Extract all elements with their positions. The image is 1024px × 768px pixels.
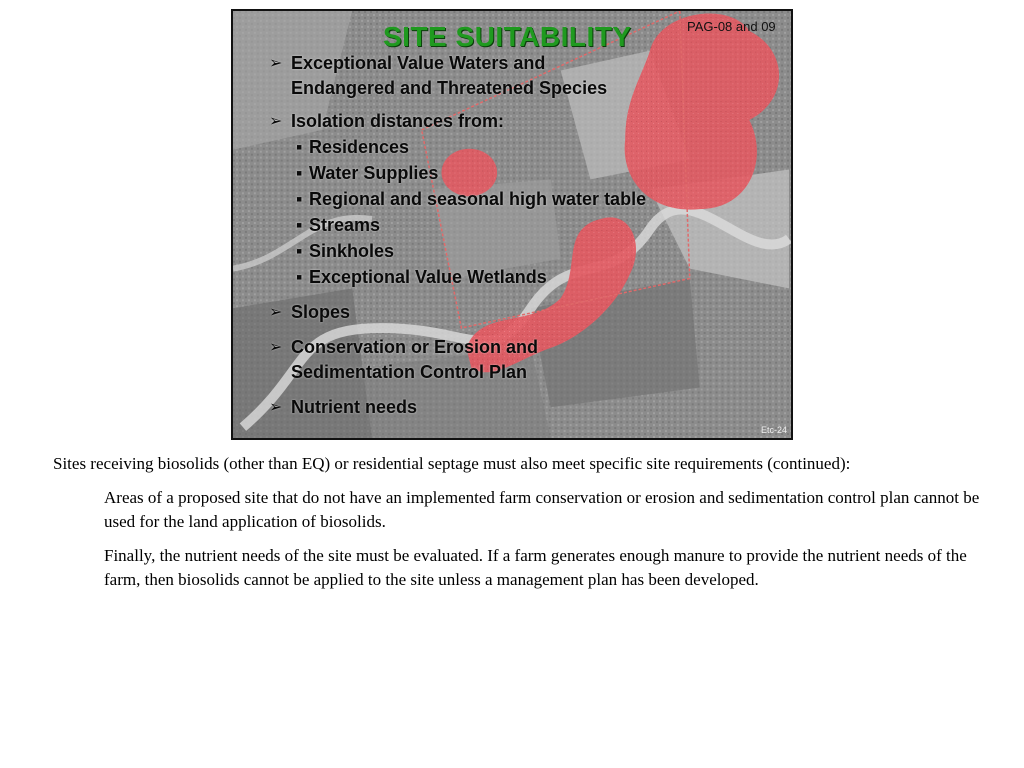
site-suitability-figure — [231, 9, 793, 440]
bullet-exceptional-value-waters — [269, 51, 789, 101]
square-bullet-icon: ▪ — [296, 241, 303, 261]
bullet-nutrient-needs — [269, 395, 789, 420]
bullet-text: Endangered and Threatened Species — [291, 78, 608, 98]
bullet-text: Slopes — [291, 302, 351, 322]
bullet-isolation-distances — [269, 109, 789, 134]
figure-bullet-list — [269, 51, 789, 420]
sub-bullet-water-supplies — [269, 160, 789, 186]
square-bullet-icon: ▪ — [296, 215, 303, 235]
arrow-bullet-icon: ➢ — [269, 304, 283, 321]
sub-bullet-text: Sinkholes — [309, 241, 395, 261]
square-bullet-icon: ▪ — [296, 163, 303, 183]
sub-bullet-text: Streams — [309, 215, 381, 235]
sub-bullet-text: Water Supplies — [309, 163, 439, 183]
bullet-text: Exceptional Value Waters and — [291, 53, 546, 73]
figure-code: PAG-08 and 09 — [687, 19, 776, 34]
sub-bullet-text: Regional and seasonal high water table — [309, 189, 647, 209]
intro-paragraph: Sites receiving biosolids (other than EQ) or residential septage must also meet specific site requirements (continued): — [53, 454, 851, 473]
nutrient-paragraph: Finally, the nutrient needs of the site must be evaluated. If a farm generates enough manure to provide the nutrient needs of the farm, then biosolids cannot be applied to the site unless a management plan has been developed. — [104, 546, 967, 589]
square-bullet-icon: ▪ — [296, 137, 303, 157]
square-bullet-icon: ▪ — [296, 267, 303, 287]
square-bullet-icon: ▪ — [296, 189, 303, 209]
bullet-conservation-plan — [269, 335, 789, 385]
sub-bullet-text: Exceptional Value Wetlands — [309, 267, 547, 287]
figure-title: SITE SUITABILITY — [383, 21, 632, 52]
sub-bullet-water-table — [269, 186, 789, 212]
notes-text — [53, 452, 988, 602]
sub-bullet-text: Residences — [309, 137, 410, 157]
arrow-bullet-icon: ➢ — [269, 399, 283, 416]
bullet-text: Nutrient needs — [291, 397, 418, 417]
conservation-paragraph: Areas of a proposed site that do not have an implemented farm conservation or erosion and sedimentation control plan cannot be used for the land application of biosolids. — [104, 488, 980, 531]
arrow-bullet-icon: ➢ — [269, 113, 283, 130]
sub-bullet-sinkholes — [269, 238, 789, 264]
sub-bullet-streams — [269, 212, 789, 238]
bullet-slopes — [269, 300, 789, 325]
bullet-text: Conservation or Erosion and — [291, 337, 539, 357]
sub-bullet-residences — [269, 134, 789, 160]
sub-bullet-wetlands — [269, 264, 789, 290]
arrow-bullet-icon: ➢ — [269, 339, 283, 356]
bullet-text: Isolation distances from: — [291, 111, 505, 131]
figure-corner-mark: Etc-24 — [760, 425, 787, 435]
arrow-bullet-icon: ➢ — [269, 55, 283, 72]
bullet-text: Sedimentation Control Plan — [291, 362, 528, 382]
